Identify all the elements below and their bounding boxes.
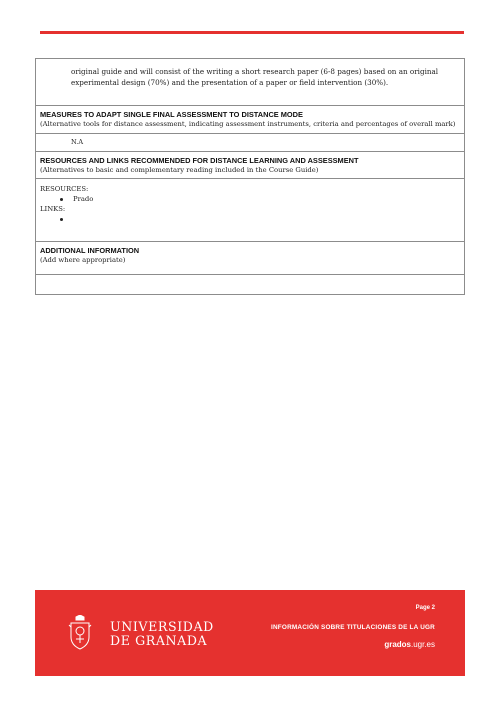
resource-item: Prado [73, 195, 94, 203]
section-subtext: (Alternatives to basic and complementary reading included in the Course Guide) [40, 165, 319, 174]
resources-label: RESOURCES: [40, 185, 89, 193]
links-label: LINKS: [40, 205, 66, 213]
page-number: Page 2 [415, 605, 435, 611]
distance-mode-header-row [36, 106, 465, 134]
footer-info-text: INFORMACIÓN SOBRE TITULACIONES DE LA UGR [271, 624, 435, 631]
continuation-row [36, 59, 465, 106]
resources-content-row [36, 179, 465, 242]
additional-info-content-row [36, 274, 465, 294]
resources-header-row [36, 151, 465, 179]
list-item [40, 214, 458, 224]
section-subtext: (Alternative tools for distance assessment, indicating assessment instruments, criteria and percentages of overall mark) [40, 120, 456, 128]
bullet-icon [60, 198, 63, 201]
bullet-icon [60, 218, 63, 221]
content-text: N.A [71, 137, 84, 146]
section-subtext: (Add where appropriate) [40, 256, 126, 264]
assessment-table [35, 58, 465, 295]
continuation-text: original guide and will consist of the writing a short research paper (6-8 pages) based on an original experimental design (70%) and the presentation of a paper or field intervention (30%). [71, 67, 439, 87]
additional-info-header-row [36, 242, 465, 275]
list-item [40, 194, 458, 204]
distance-mode-content-row [36, 133, 465, 151]
university-crest-icon [67, 615, 93, 651]
section-heading: ADDITIONAL INFORMATION [40, 246, 140, 255]
university-logotype: UNIVERSIDAD DE GRANADA [110, 619, 214, 648]
grados-link[interactable]: grados.ugr.es [384, 640, 435, 649]
section-heading: MEASURES TO ADAPT SINGLE FINAL ASSESSMENT TO DISTANCE MODE [40, 110, 303, 119]
section-heading: RESOURCES AND LINKS RECOMMENDED FOR DISTANCE LEARNING AND ASSESSMENT [40, 155, 359, 165]
top-red-rule [40, 31, 464, 34]
footer-banner [35, 590, 465, 676]
